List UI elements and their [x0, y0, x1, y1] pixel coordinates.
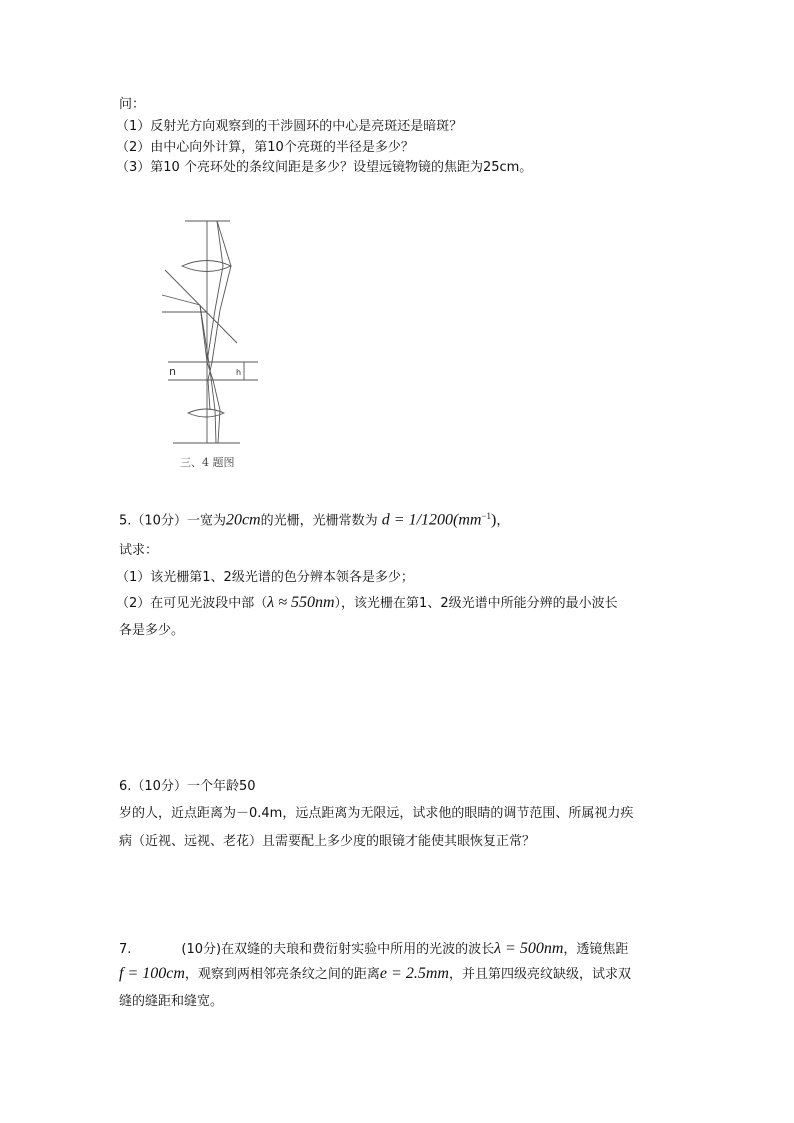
refractive-index-label: n: [169, 365, 176, 378]
q5-suffix: ，: [496, 513, 510, 529]
q7-a: (10分)在双缝的夫琅和费衍射实验中所用的光波的波长: [181, 942, 495, 957]
q5-line-1: [119, 508, 509, 529]
q5-item-2-a: （2）在可见光波段中部（: [116, 596, 268, 611]
lambda-math: λ = 500nm: [494, 940, 564, 957]
q5-item-2: [116, 595, 618, 612]
q6-line-3: 病（近视、远视、老花）且需要配上多少度的眼镜才能使其眼恢复正常？: [119, 834, 536, 849]
q6-line-2: 岁的人，近点距离为－0.4m，远点距离为无限远，试求他的眼睛的调节范围、所属视力疾: [119, 806, 634, 821]
q5-item-1: （1）该光栅第1、2级光谱的色分辨本领各是多少；: [116, 570, 414, 585]
grating-constant-exp: −1: [481, 511, 492, 521]
q6-line-1: 6.（10分）一个年龄50: [119, 779, 256, 794]
grating-constant-close: ): [491, 511, 497, 529]
fringe-spacing-math: e = 2.5mm: [379, 965, 449, 982]
q4-intro: 问：: [119, 97, 146, 112]
q7-d: ，并且第四级亮纹缺级，试求双: [448, 967, 631, 982]
q5-prefix: 5.（10分）一宽为: [119, 513, 226, 529]
q7-c: ，观察到两相邻亮条纹之间的距离: [184, 967, 380, 982]
q4-item-2: （2）由中心向外计算，第10个亮斑的半径是多少？: [116, 140, 414, 155]
q7-line-1: [119, 941, 628, 958]
q5-item-2-c: 各是多少。: [119, 623, 185, 638]
interference-diagram: [150, 210, 280, 455]
wavelength-math: λ ≈ 550nm: [267, 594, 335, 611]
q5-mid: 的光栅，光栅常数为: [260, 513, 378, 529]
q4-item-3: （3）第10 个亮环处的条纹间距是多少？设望远镜物镜的焦距为25cm。: [116, 160, 533, 175]
thickness-label: h: [236, 368, 242, 377]
grating-width-math: 20cm: [225, 511, 261, 529]
figure-caption: 三、4 题图: [180, 456, 235, 469]
q5-ask: 试求：: [119, 543, 159, 558]
q7-line-3: 缝的缝距和缝宽。: [119, 994, 224, 1009]
q7-b: ，透镜焦距: [563, 942, 629, 957]
q5-item-2-b: ），该光栅在第1、2级光谱中所能分辨的最小波长: [334, 596, 618, 611]
q7-number: 7.: [119, 942, 132, 957]
q4-item-1: （1）反射光方向观察到的干涉圆环的中心是亮斑还是暗斑？: [116, 119, 463, 134]
focal-length-math: f = 100cm: [119, 965, 185, 982]
q7-line-2: [119, 966, 631, 983]
grating-constant-math: d = 1/1200(mm: [381, 511, 482, 529]
